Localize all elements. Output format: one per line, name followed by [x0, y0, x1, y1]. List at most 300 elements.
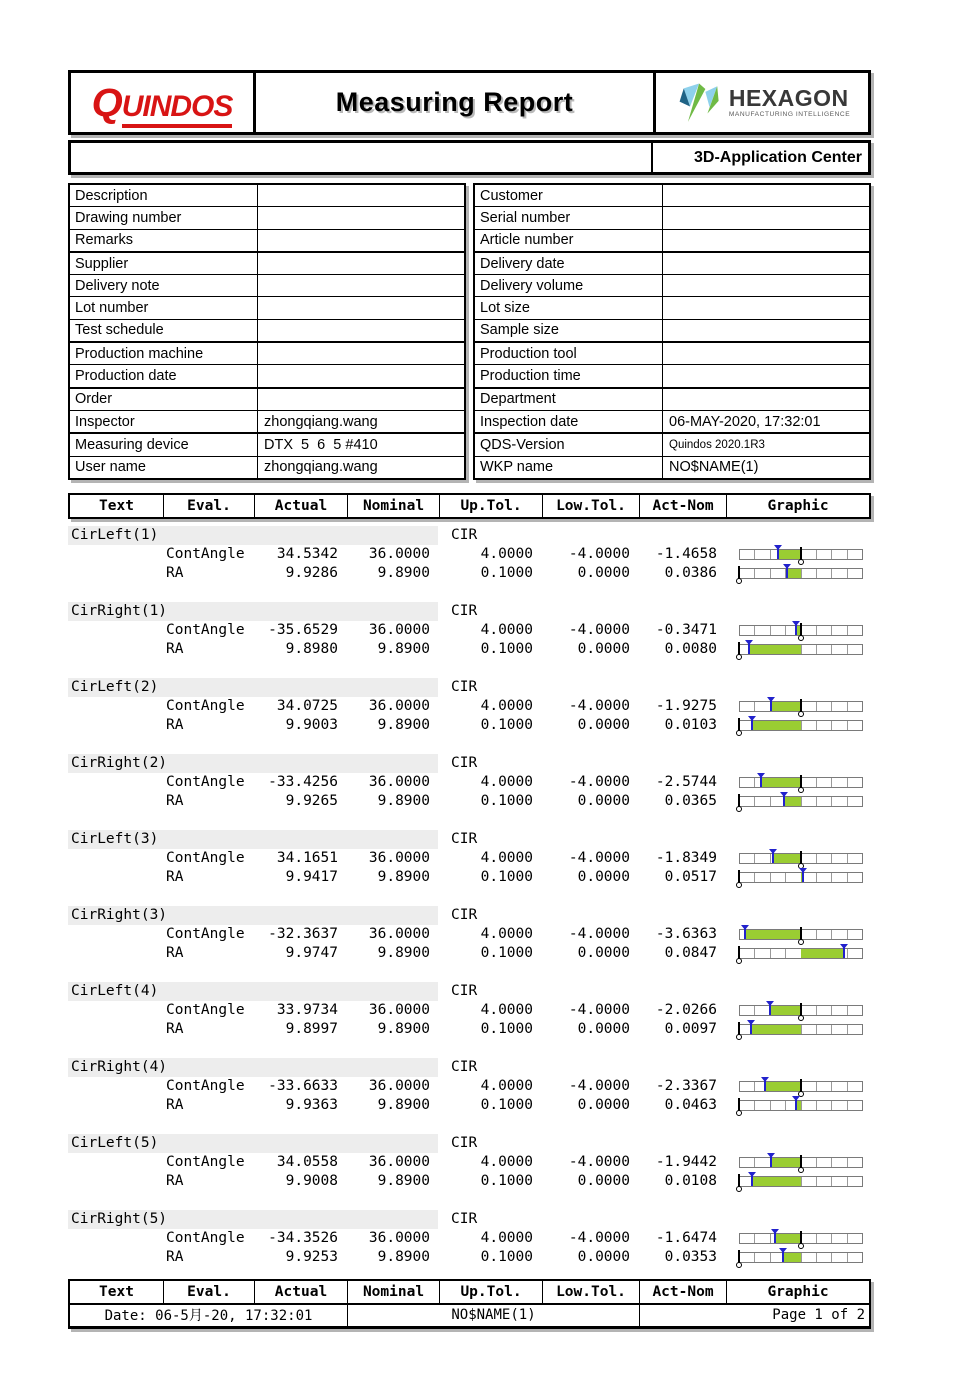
nominal-cell: 36.0000 [368, 621, 430, 638]
info-label: Inspection date [475, 411, 663, 432]
ruler-cell [832, 854, 847, 863]
uptol-cell: 4.0000 [480, 621, 533, 638]
tolerance-graphic [739, 640, 863, 659]
column-header-lowtol: Low.Tol. [543, 1281, 640, 1303]
measurement-group [68, 747, 871, 811]
footer-column-header [68, 1279, 871, 1305]
actual-value-pin-icon [843, 945, 845, 958]
tolerance-graphic [739, 925, 863, 944]
actnom-cell: 0.0847 [664, 944, 717, 961]
tolerance-graphic [739, 1077, 863, 1096]
ruler-cell [832, 873, 847, 882]
column-header-eval: Eval. [164, 1281, 255, 1303]
info-value [663, 185, 869, 206]
actual-value-pin-icon [748, 641, 750, 654]
ruler-cell [848, 569, 862, 578]
ruler-cell [832, 626, 847, 635]
hexagon-brand-name: HEXAGON [728, 84, 849, 111]
feature-type: CIR [451, 678, 478, 695]
deviation-bar [787, 569, 801, 578]
ruler-cell [832, 1101, 847, 1110]
actual-cell: 34.5342 [276, 545, 338, 562]
info-row-order [70, 389, 464, 411]
measurement-group [68, 1203, 871, 1267]
actual-cell: 34.1651 [276, 849, 338, 866]
ruler-cell [755, 550, 770, 559]
ruler-cell [832, 721, 847, 730]
text-cell [68, 1229, 162, 1248]
text-cell [68, 1001, 162, 1020]
ruler-cell [832, 1006, 847, 1015]
info-value: DTX 5 6 5 #410 [264, 436, 378, 453]
deviation-bar [765, 1082, 801, 1091]
tolerance-graphic [739, 1020, 863, 1039]
feature-type: CIR [451, 906, 478, 923]
group-header-row [68, 678, 871, 697]
actual-value-pin-icon [774, 1230, 776, 1243]
info-label: WKP name [475, 457, 663, 478]
feature-type: CIR [451, 982, 478, 999]
info-tables [68, 183, 871, 480]
info-row-remarks [70, 230, 464, 253]
actual-value-pin-icon [760, 774, 762, 787]
info-row-production-tool [475, 343, 869, 365]
uptol-cell: 4.0000 [480, 545, 533, 562]
ruler-cell [755, 626, 770, 635]
actnom-cell: -1.4658 [655, 545, 717, 562]
actual-cell: -34.3526 [268, 1229, 338, 1246]
actnom-cell: -1.9275 [655, 697, 717, 714]
ruler-cell [848, 1082, 862, 1091]
text-cell [68, 868, 162, 887]
info-label: Article number [475, 230, 663, 251]
info-row-supplier [70, 253, 464, 275]
text-cell [68, 716, 162, 735]
uptol-cell: 0.1000 [480, 792, 533, 809]
tolerance-graphic [739, 1229, 863, 1248]
eval-cell: RA [166, 640, 184, 657]
actual-cell: 9.9008 [285, 1172, 338, 1189]
ruler-cell [817, 778, 832, 787]
info-label: Order [70, 389, 258, 410]
hexagon-mark-icon [674, 78, 720, 128]
column-header-lowtol: Low.Tol. [543, 495, 640, 517]
ruler-cell [848, 1006, 862, 1015]
ruler-cell [755, 569, 770, 578]
ruler-cell [755, 1234, 770, 1243]
ruler-cell [802, 930, 817, 939]
measurement-group [68, 1127, 871, 1191]
info-label: Inspector [70, 411, 258, 432]
text-cell [68, 944, 162, 963]
ruler-cell [740, 1234, 755, 1243]
info-value: Quindos 2020.1R3 [669, 438, 765, 451]
measurement-row [68, 545, 871, 564]
quindos-logo-rest: UINDOS [122, 90, 233, 128]
ruler-cell [802, 702, 817, 711]
ruler-cell [740, 1253, 755, 1262]
lowtol-cell: -4.0000 [568, 1153, 630, 1170]
footer-page-number: Page 1 of 2 [772, 1307, 865, 1324]
nominal-zero-marker-icon [738, 1250, 740, 1263]
info-label: Delivery date [475, 253, 663, 274]
tolerance-graphic [739, 1096, 863, 1115]
feature-type: CIR [451, 1210, 478, 1227]
column-header-actnom: Act-Nom [640, 1281, 727, 1303]
measurement-group [68, 975, 871, 1039]
ruler-cell [786, 949, 801, 958]
deviation-bar [770, 1006, 801, 1015]
actual-value-pin-icon [783, 793, 785, 806]
actnom-cell: -2.0266 [655, 1001, 717, 1018]
ruler-cell [771, 569, 786, 578]
deviation-bar [778, 550, 801, 559]
uptol-cell: 4.0000 [480, 773, 533, 790]
actual-value-pin-icon [770, 698, 772, 711]
info-label: Delivery volume [475, 275, 663, 296]
actual-cell: 34.0558 [276, 1153, 338, 1170]
lowtol-cell: 0.0000 [577, 1172, 630, 1189]
nominal-cell: 9.8900 [377, 792, 430, 809]
info-label: Drawing number [70, 207, 258, 228]
info-label: Lot size [475, 297, 663, 318]
column-header-uptol: Up.Tol. [440, 495, 543, 517]
tolerance-graphic [739, 773, 863, 792]
eval-cell: RA [166, 792, 184, 809]
info-value [258, 297, 464, 318]
subtitle-band [68, 140, 871, 175]
info-value [663, 253, 869, 274]
eval-cell: RA [166, 1020, 184, 1037]
deviation-bar [783, 1253, 801, 1262]
actnom-cell: -3.6363 [655, 925, 717, 942]
info-value: 06-MAY-2020, 17:32:01 [669, 413, 821, 430]
actual-value-pin-icon [764, 1078, 766, 1091]
ruler-cell [832, 702, 847, 711]
actnom-cell: 0.0108 [664, 1172, 717, 1189]
eval-cell: ContAngle [166, 621, 245, 638]
footer-date: Date: 06-5月-20, 17:32:01 [70, 1305, 348, 1326]
feature-name: CirRight(1) [68, 602, 438, 621]
nominal-cell: 9.8900 [377, 868, 430, 885]
group-header-row [68, 754, 871, 773]
actnom-cell: 0.0103 [664, 716, 717, 733]
lowtol-cell: -4.0000 [568, 1229, 630, 1246]
ruler-cell [832, 1158, 847, 1167]
info-value [663, 207, 869, 228]
column-header-actual: Actual [255, 495, 348, 517]
actual-value-pin-icon [751, 717, 753, 730]
actual-cell: 33.9734 [276, 1001, 338, 1018]
nominal-cell: 36.0000 [368, 1001, 430, 1018]
info-value [663, 343, 869, 364]
info-value [663, 320, 869, 341]
ruler-cell [802, 1025, 817, 1034]
eval-cell: ContAngle [166, 849, 245, 866]
ruler-cell [802, 645, 817, 654]
text-cell [68, 1077, 162, 1096]
uptol-cell: 0.1000 [480, 1096, 533, 1113]
info-value [258, 365, 464, 386]
eval-cell: ContAngle [166, 1001, 245, 1018]
info-row-serial-number [475, 207, 869, 229]
lowtol-cell: 0.0000 [577, 1248, 630, 1265]
deviation-bar [749, 645, 801, 654]
info-value [258, 343, 464, 364]
tolerance-graphic [739, 545, 863, 564]
nominal-zero-marker-icon [738, 1174, 740, 1187]
uptol-cell: 4.0000 [480, 849, 533, 866]
lowtol-cell: -4.0000 [568, 1001, 630, 1018]
measurement-row [68, 697, 871, 716]
group-header-row [68, 982, 871, 1001]
actual-cell: 9.9253 [285, 1248, 338, 1265]
info-label: Production tool [475, 343, 663, 364]
info-row-production-date [70, 365, 464, 388]
info-value [663, 297, 869, 318]
ruler-cell [740, 550, 755, 559]
tolerance-graphic [739, 1172, 863, 1191]
ruler-cell [755, 1253, 770, 1262]
text-cell [68, 621, 162, 640]
ruler-cell [755, 702, 770, 711]
text-cell [68, 849, 162, 868]
hexagon-brand-text [728, 84, 851, 119]
eval-cell: ContAngle [166, 925, 245, 942]
ruler-cell [771, 1101, 786, 1110]
ruler-cell [848, 797, 862, 806]
uptol-cell: 0.1000 [480, 1248, 533, 1265]
actual-cell: 9.9417 [285, 868, 338, 885]
lowtol-cell: -4.0000 [568, 1077, 630, 1094]
ruler-cell [817, 645, 832, 654]
measurement-row [68, 716, 871, 735]
uptol-cell: 0.1000 [480, 1020, 533, 1037]
nominal-cell: 36.0000 [368, 1229, 430, 1246]
actual-cell: -32.3637 [268, 925, 338, 942]
ruler-cell [848, 1177, 862, 1186]
ruler-cell [817, 1234, 832, 1243]
eval-cell: ContAngle [166, 697, 245, 714]
info-row-customer [475, 185, 869, 207]
tolerance-graphic [739, 716, 863, 735]
info-label: Customer [475, 185, 663, 206]
actual-value-pin-icon [744, 926, 746, 939]
lowtol-cell: 0.0000 [577, 868, 630, 885]
info-row-drawing-number [70, 207, 464, 229]
feature-name: CirLeft(5) [68, 1134, 438, 1153]
ruler-cell [848, 1158, 862, 1167]
feature-type: CIR [451, 602, 478, 619]
tolerance-ruler [739, 568, 863, 579]
ruler-cell [802, 1101, 817, 1110]
info-row-wkp-name [475, 457, 869, 478]
info-label: Supplier [70, 253, 258, 274]
nominal-cell: 9.8900 [377, 1172, 430, 1189]
measurement-column-header [68, 493, 871, 519]
info-label: Description [70, 185, 258, 206]
nominal-cell: 36.0000 [368, 697, 430, 714]
ruler-cell [740, 778, 755, 787]
tolerance-ruler [739, 1100, 863, 1111]
nominal-zero-marker-icon [800, 1231, 802, 1244]
actnom-cell: -2.3367 [655, 1077, 717, 1094]
tolerance-graphic [739, 868, 863, 887]
ruler-cell [802, 778, 817, 787]
uptol-cell: 4.0000 [480, 697, 533, 714]
actnom-cell: 0.0386 [664, 564, 717, 581]
ruler-cell [755, 1158, 770, 1167]
info-value [258, 207, 464, 228]
actnom-cell: 0.0080 [664, 640, 717, 657]
measurement-row [68, 792, 871, 811]
feature-name: CirRight(4) [68, 1058, 438, 1077]
info-row-lot-size [475, 297, 869, 319]
tolerance-graphic [739, 1153, 863, 1172]
nominal-cell: 36.0000 [368, 1077, 430, 1094]
actual-cell: 9.9286 [285, 564, 338, 581]
nominal-zero-marker-icon [800, 1079, 802, 1092]
measurement-row [68, 773, 871, 792]
info-row-production-machine [70, 343, 464, 365]
quindos-logo-text [91, 80, 233, 125]
feature-name: CirLeft(1) [68, 526, 438, 545]
ruler-cell [848, 645, 862, 654]
column-header-text: Text [70, 495, 164, 517]
ruler-cell [802, 569, 817, 578]
tolerance-ruler [739, 1252, 863, 1263]
ruler-cell [848, 1025, 862, 1034]
tolerance-graphic [739, 944, 863, 963]
info-label: Test schedule [70, 320, 258, 341]
nominal-cell: 36.0000 [368, 925, 430, 942]
measurement-row [68, 849, 871, 868]
ruler-cell [832, 797, 847, 806]
ruler-cell [848, 1101, 862, 1110]
eval-cell: ContAngle [166, 773, 245, 790]
ruler-cell [817, 1025, 832, 1034]
actnom-cell: 0.0365 [664, 792, 717, 809]
measurement-group [68, 899, 871, 963]
lowtol-cell: -4.0000 [568, 697, 630, 714]
ruler-cell [755, 854, 770, 863]
ruler-cell [740, 797, 755, 806]
info-label: Department [475, 389, 663, 410]
info-value: zhongqiang.wang [264, 413, 378, 430]
measurement-group [68, 671, 871, 735]
quindos-logo-q: Q [91, 80, 122, 125]
deviation-bar [752, 1177, 801, 1186]
lowtol-cell: 0.0000 [577, 564, 630, 581]
column-header-nominal: Nominal [348, 1281, 440, 1303]
measurement-group [68, 519, 871, 583]
deviation-bar [771, 1158, 801, 1167]
info-value [258, 230, 464, 251]
nominal-zero-marker-icon [738, 718, 740, 731]
ruler-cell [817, 1082, 832, 1091]
lowtol-cell: -4.0000 [568, 621, 630, 638]
nominal-cell: 9.8900 [377, 564, 430, 581]
column-header-graphic: Graphic [767, 497, 829, 514]
nominal-cell: 9.8900 [377, 944, 430, 961]
lowtol-cell: 0.0000 [577, 1020, 630, 1037]
measurement-row [68, 1001, 871, 1020]
info-value [258, 389, 464, 410]
tolerance-graphic [739, 697, 863, 716]
text-cell [68, 1153, 162, 1172]
measurement-row [68, 1020, 871, 1039]
eval-cell: ContAngle [166, 1229, 245, 1246]
text-cell [68, 545, 162, 564]
ruler-cell [817, 1006, 832, 1015]
ruler-cell [832, 1177, 847, 1186]
info-table-right [473, 183, 871, 480]
ruler-cell [848, 930, 862, 939]
ruler-cell [832, 645, 847, 654]
nominal-zero-marker-icon [738, 794, 740, 807]
measurement-group [68, 595, 871, 659]
group-header-row [68, 906, 871, 925]
info-label: Production date [70, 365, 258, 386]
ruler-cell [817, 1101, 832, 1110]
tolerance-graphic [739, 792, 863, 811]
uptol-cell: 0.1000 [480, 1172, 533, 1189]
group-header-row [68, 830, 871, 849]
ruler-cell [848, 873, 862, 882]
ruler-cell [740, 1082, 755, 1091]
ruler-cell [802, 1006, 817, 1015]
text-cell [68, 773, 162, 792]
ruler-cell [817, 550, 832, 559]
ruler-cell [832, 778, 847, 787]
lowtol-cell: 0.0000 [577, 944, 630, 961]
actnom-cell: -1.6474 [655, 1229, 717, 1246]
info-row-measuring-device [70, 434, 464, 456]
info-label: Remarks [70, 230, 258, 251]
feature-type: CIR [451, 1058, 478, 1075]
uptol-cell: 4.0000 [480, 1229, 533, 1246]
text-cell [68, 1096, 162, 1115]
uptol-cell: 0.1000 [480, 868, 533, 885]
group-header-row [68, 602, 871, 621]
info-label: User name [70, 457, 258, 478]
ruler-cell [832, 930, 847, 939]
ruler-cell [817, 930, 832, 939]
ruler-cell [817, 797, 832, 806]
column-header-text: Text [70, 1281, 164, 1303]
info-value [258, 320, 464, 341]
nominal-zero-marker-icon [738, 1022, 740, 1035]
info-value [663, 230, 869, 251]
actual-cell: -33.6633 [268, 1077, 338, 1094]
info-row-article-number [475, 230, 869, 253]
ruler-cell [817, 1177, 832, 1186]
actual-cell: 9.9003 [285, 716, 338, 733]
lowtol-cell: 0.0000 [577, 792, 630, 809]
ruler-cell [817, 702, 832, 711]
hexagon-logo [656, 73, 868, 132]
column-header-eval: Eval. [164, 495, 255, 517]
tolerance-graphic [739, 1248, 863, 1267]
ruler-cell [740, 949, 755, 958]
actual-cell: 34.0725 [276, 697, 338, 714]
text-cell [68, 697, 162, 716]
column-header-nominal: Nominal [348, 495, 440, 517]
tolerance-ruler [739, 796, 863, 807]
nominal-cell: 36.0000 [368, 1153, 430, 1170]
eval-cell: RA [166, 944, 184, 961]
info-row-lot-number [70, 297, 464, 319]
